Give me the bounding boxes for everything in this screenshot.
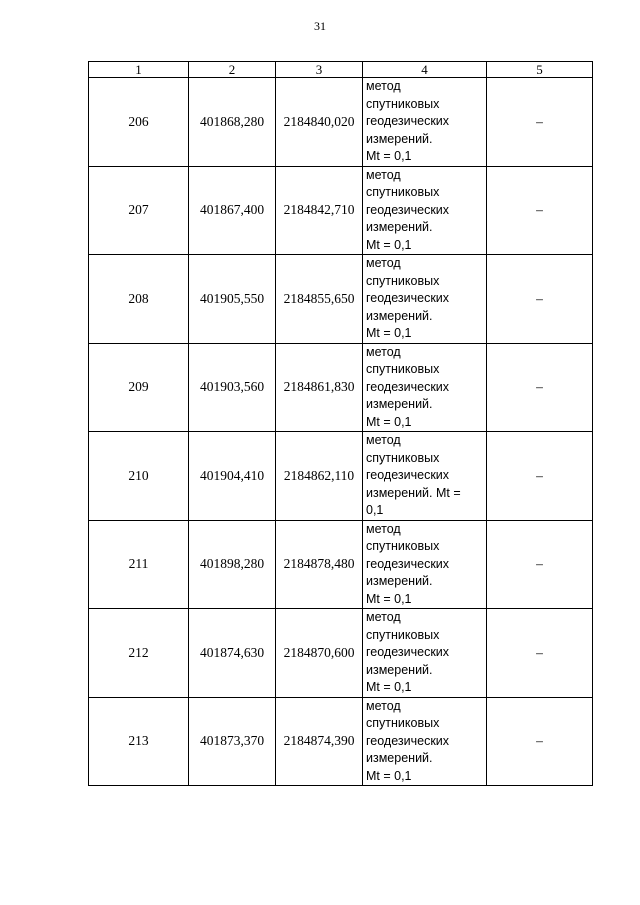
method-line: Mt = 0,1 xyxy=(366,414,412,429)
table-row xyxy=(89,166,593,255)
y-coordinate-cell: 2184861,830 xyxy=(276,343,363,432)
method-line: измерений. xyxy=(366,220,433,234)
method-line: геодезических xyxy=(366,379,450,394)
note-cell: – xyxy=(487,609,593,698)
method-line: Mt = 0,1 xyxy=(366,149,412,163)
x-coordinate-cell: 401905,550 xyxy=(189,255,276,344)
method-line: спутниковых xyxy=(366,716,440,730)
table-header-row xyxy=(89,62,593,78)
method-line: спутниковых xyxy=(366,539,440,553)
method-line: Mt = 0,1 xyxy=(366,591,412,606)
header-col-3: 3 xyxy=(276,62,363,78)
point-number-cell: 209 xyxy=(89,343,189,432)
method-line: спутниковых xyxy=(366,96,440,111)
method-line: Mt = 0,1 xyxy=(366,768,412,783)
method-line: геодезических xyxy=(366,556,450,571)
method-line: Mt = 0,1 xyxy=(366,237,412,252)
method-cell xyxy=(363,432,487,521)
method-line: спутниковых xyxy=(366,627,440,642)
method-line: метод xyxy=(366,344,401,359)
note-cell: – xyxy=(487,432,593,521)
method-line: геодезических xyxy=(366,468,450,482)
method-line: Mt = 0,1 xyxy=(366,680,412,694)
y-coordinate-cell: 2184874,390 xyxy=(276,697,363,786)
method-line: метод xyxy=(366,256,401,270)
note-cell: – xyxy=(487,697,593,786)
table-row xyxy=(89,343,593,432)
method-line: геодезических xyxy=(366,114,450,128)
x-coordinate-cell: 401867,400 xyxy=(189,166,276,255)
method-cell xyxy=(363,609,487,698)
point-number-cell: 211 xyxy=(89,520,189,609)
y-coordinate-cell: 2184878,480 xyxy=(276,520,363,609)
x-coordinate-cell: 401873,370 xyxy=(189,697,276,786)
page-number: 31 xyxy=(314,19,326,33)
method-line: 0,1 xyxy=(366,503,384,517)
method-line: измерений. xyxy=(366,751,433,765)
x-coordinate-cell: 401874,630 xyxy=(189,609,276,698)
method-line: метод xyxy=(366,167,401,182)
header-col-4: 4 xyxy=(363,62,487,78)
method-line: Mt = 0,1 xyxy=(366,326,412,340)
note-cell: – xyxy=(487,343,593,432)
table-row xyxy=(89,432,593,521)
method-line: геодезических xyxy=(366,733,450,748)
point-number-cell: 207 xyxy=(89,166,189,255)
header-col-2: 2 xyxy=(189,62,276,78)
point-number-cell: 213 xyxy=(89,697,189,786)
method-line: спутниковых xyxy=(366,273,440,288)
point-number-cell: 212 xyxy=(89,609,189,698)
method-line: метод xyxy=(366,521,401,536)
note-cell: – xyxy=(487,166,593,255)
table-row xyxy=(89,609,593,698)
method-line: измерений. xyxy=(366,574,433,588)
method-line: измерений. xyxy=(366,131,433,146)
method-line: спутниковых xyxy=(366,185,440,199)
point-number-cell: 210 xyxy=(89,432,189,521)
x-coordinate-cell: 401904,410 xyxy=(189,432,276,521)
point-number-cell: 208 xyxy=(89,255,189,344)
table-body xyxy=(89,78,593,786)
method-line: измерений. xyxy=(366,662,433,677)
method-line: измерений. Mt = xyxy=(366,485,461,500)
y-coordinate-cell: 2184862,110 xyxy=(276,432,363,521)
header-col-5: 5 xyxy=(487,62,593,78)
method-line: геодезических xyxy=(366,645,450,659)
note-cell: – xyxy=(487,78,593,167)
method-line: метод xyxy=(366,698,401,713)
x-coordinate-cell: 401898,280 xyxy=(189,520,276,609)
point-number-cell: 206 xyxy=(89,78,189,167)
method-cell xyxy=(363,78,487,167)
table-row xyxy=(89,697,593,786)
coordinates-table xyxy=(88,61,593,786)
method-line: спутниковых xyxy=(366,362,440,376)
method-line: метод xyxy=(366,79,401,93)
note-cell: – xyxy=(487,255,593,344)
header-col-1: 1 xyxy=(89,62,189,78)
table-row xyxy=(89,520,593,609)
method-line: метод xyxy=(366,433,401,447)
method-cell xyxy=(363,697,487,786)
x-coordinate-cell: 401868,280 xyxy=(189,78,276,167)
method-line: метод xyxy=(366,610,401,624)
method-cell xyxy=(363,166,487,255)
method-cell xyxy=(363,255,487,344)
method-line: спутниковых xyxy=(366,450,440,465)
y-coordinate-cell: 2184840,020 xyxy=(276,78,363,167)
note-cell: – xyxy=(487,520,593,609)
y-coordinate-cell: 2184842,710 xyxy=(276,166,363,255)
method-line: геодезических xyxy=(366,202,450,217)
method-line: измерений. xyxy=(366,308,433,323)
method-cell xyxy=(363,343,487,432)
method-line: геодезических xyxy=(366,291,450,305)
table-row xyxy=(89,255,593,344)
y-coordinate-cell: 2184855,650 xyxy=(276,255,363,344)
y-coordinate-cell: 2184870,600 xyxy=(276,609,363,698)
x-coordinate-cell: 401903,560 xyxy=(189,343,276,432)
method-line: измерений. xyxy=(366,397,433,411)
method-cell xyxy=(363,520,487,609)
table-row xyxy=(89,78,593,167)
